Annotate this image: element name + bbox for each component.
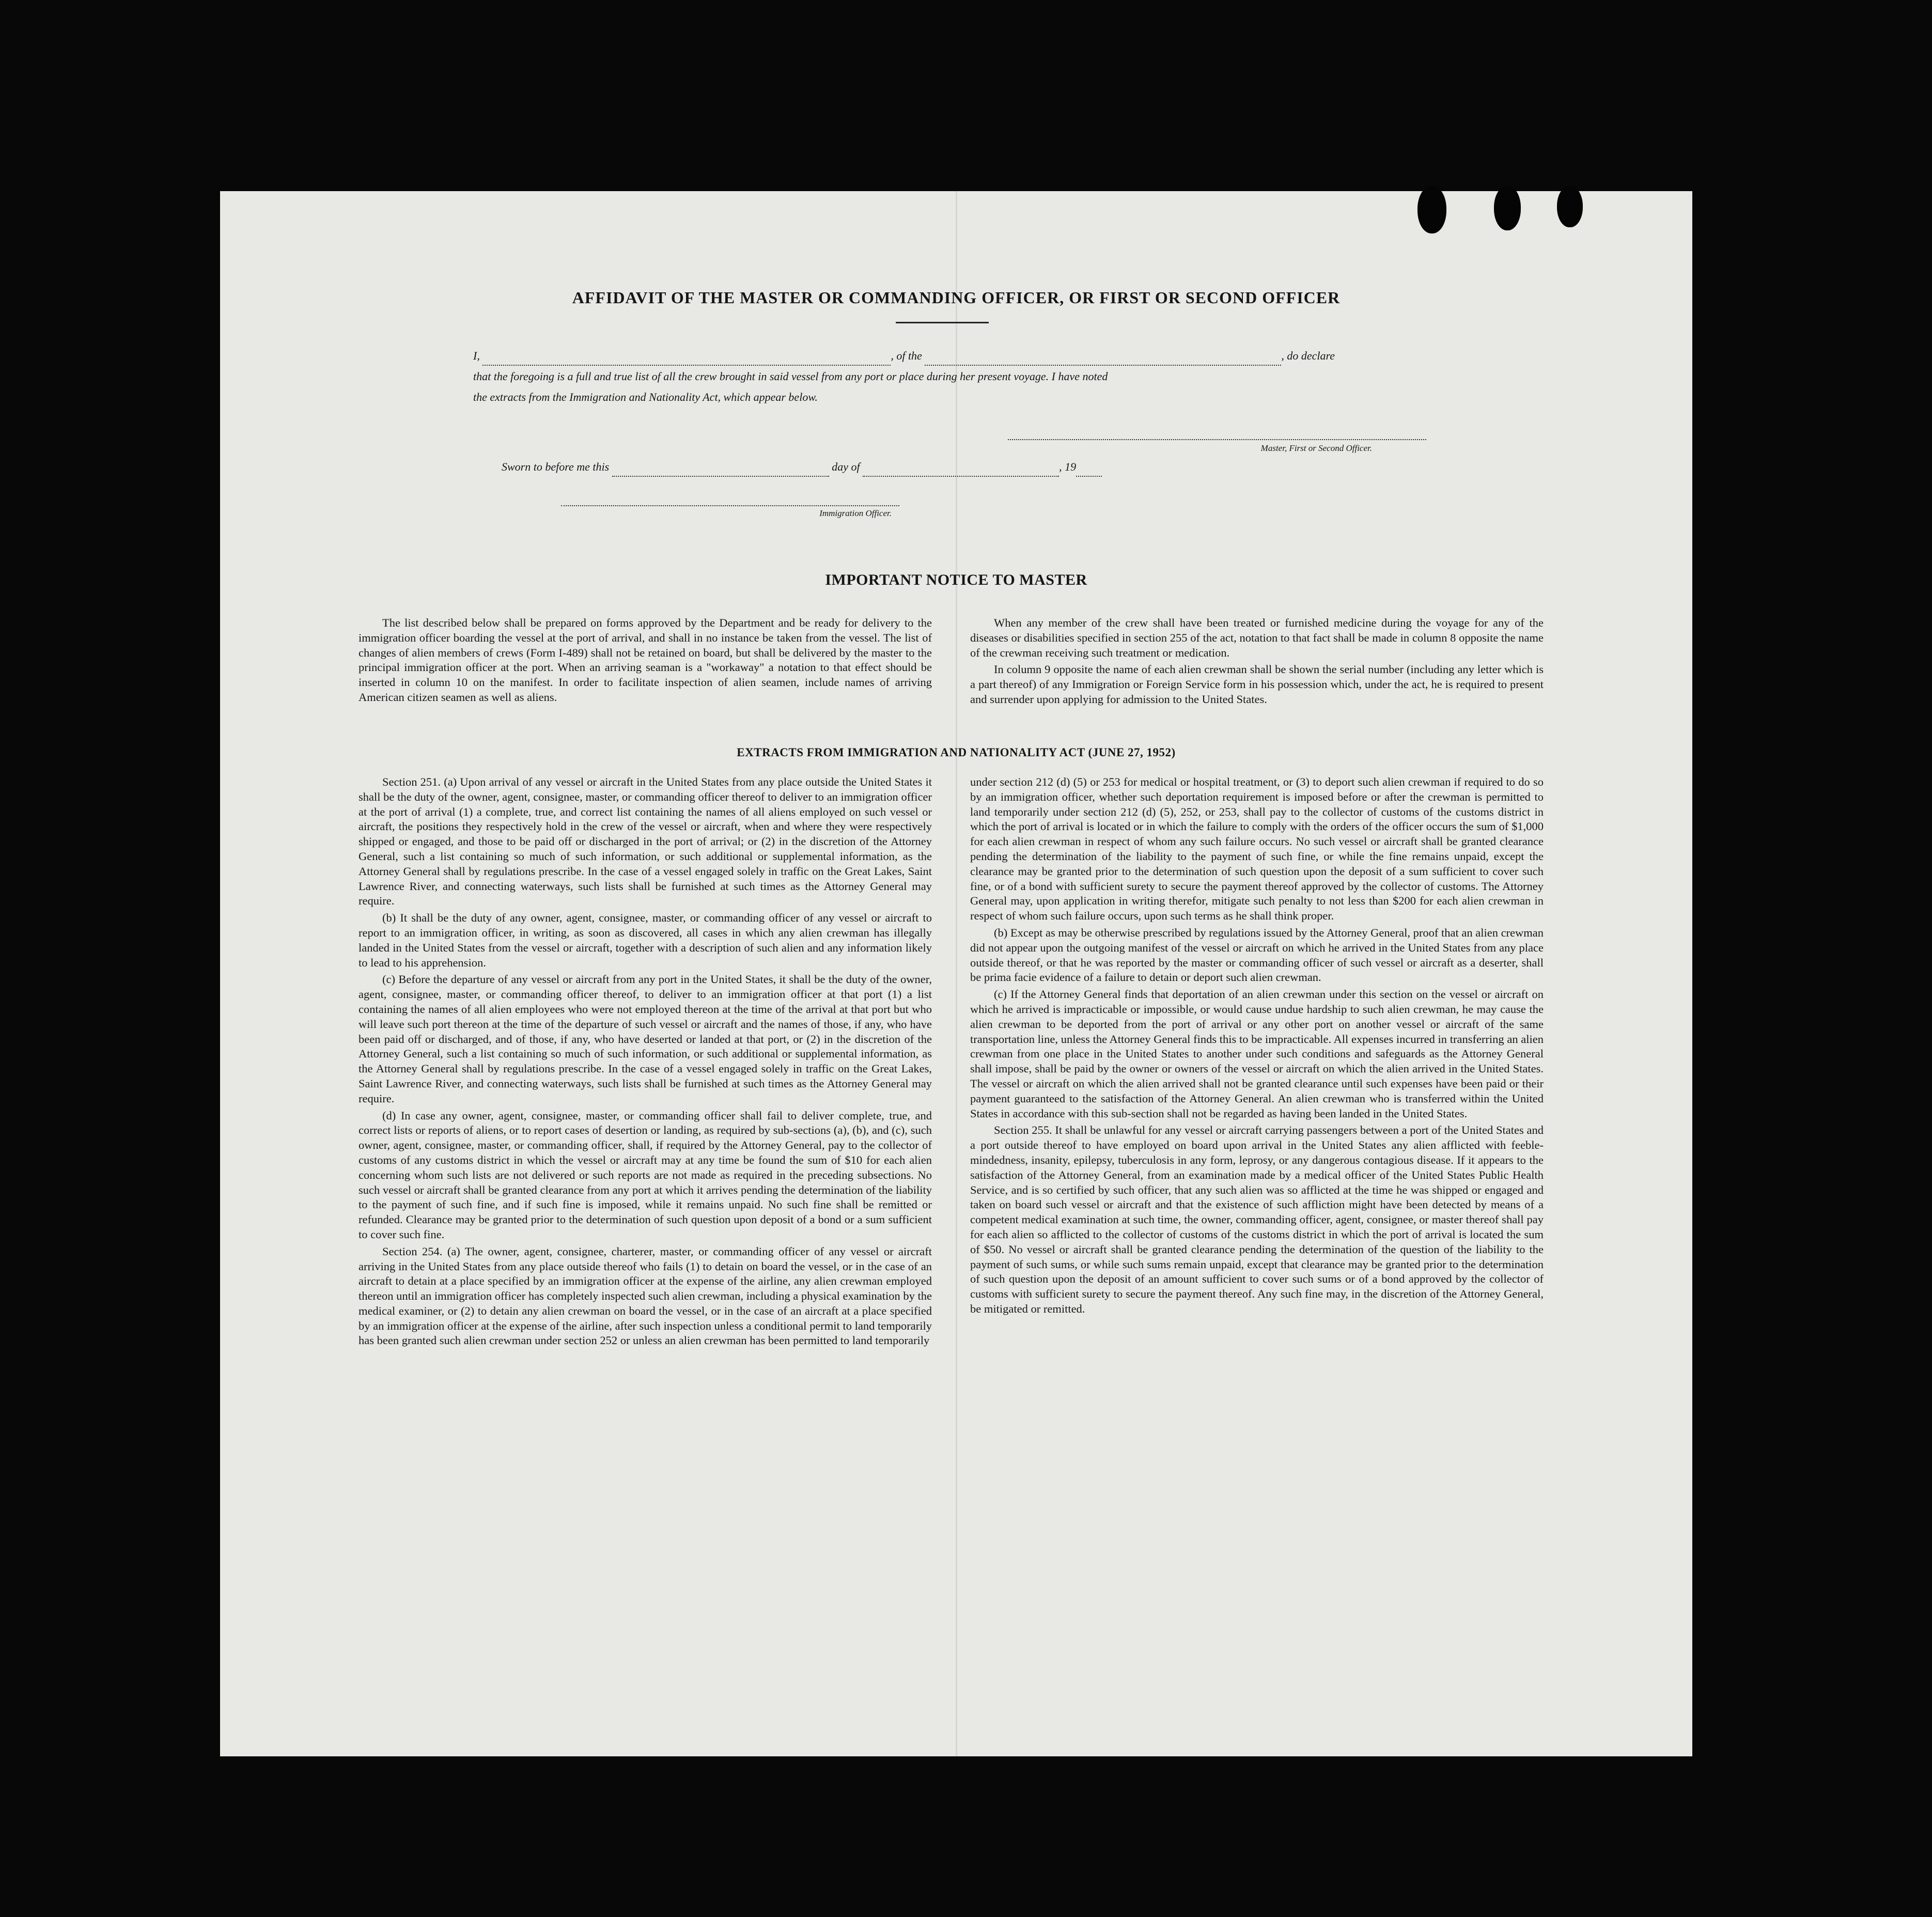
affidavit-line-1 xyxy=(473,346,1429,366)
year-blank[interactable] xyxy=(1076,465,1102,477)
affidavit-line-2: that the foregoing is a full and true list of all the crew brought in said vessel from any port or place during her present voyage. I have noted xyxy=(473,370,1108,383)
immigration-officer-caption: Immigration Officer. xyxy=(819,508,892,518)
affidavit-of-the: , of the xyxy=(891,349,922,362)
punch-hole xyxy=(1557,186,1583,227)
master-signature-line[interactable] xyxy=(1008,429,1426,440)
extract-paragraph: (c) Before the departure of any vessel or aircraft from any port in the United States, it shall be the duty of the owner, agent, consignee, master, or commanding officer thereof, to deliver to an immigration officer at that port (1) a list containing the names of all alien employees who were not employed thereon at the time of the arrival at that port but who will leave such port thereon at the time of the departure of such vessel or aircraft and the names of those, if any, who have been paid off or discharged, and of those, if any, who have deserted or landed at that port, or (2) in the discretion of the Attorney General, such a list containing so much of such information, or such additional or supplemental information, as the Attorney General shall by regulations prescribe. In the case of a vessel engaged solely in traffic on the Great Lakes, Saint Lawrence River, and connecting waterways, such lists shall be furnished at such times as the Attorney General may require. xyxy=(359,973,932,1105)
affidavit-line-3: the extracts from the Immigration and Nationality Act, which appear below. xyxy=(473,391,818,403)
punch-hole xyxy=(1494,186,1521,230)
notice-right-paragraph-2: In column 9 opposite the name of each alien crewman shall be shown the serial number (including any letter which is a part thereof) of any Immigration or Foreign Service form in his possession which, under the act, he is required to present and surrender upon applying for admission to the United States. xyxy=(970,663,1544,706)
extract-paragraph: (d) In case any owner, agent, consignee, master, or commanding officer shall fail to deliver complete, true, and correct lists or reports of aliens, or to report cases of desertion or landing, as required by sub-sections (a), (b), and (c), such owner, agent, consignee, master, or commanding officer, shall, if required by the Attorney General, pay to the collector of customs of any customs district in which the vessel or aircraft may at any time be found the sum of $10 for each alien concerning whom such lists are not delivered or such reports are not made as required in the preceding subsections. No such vessel or aircraft shall be granted clearance from any port at which it arrives pending the determination of the liability to the payment of such fine, and if such fine is imposed, while it remains unpaid. No such fine shall be remitted or refunded. Clearance may be granted prior to the determination of such question upon deposit of a bond or a sum sufficient to cover such fine. xyxy=(359,1109,932,1241)
extract-paragraph: under section 212 (d) (5) or 253 for medical or hospital treatment, or (3) to deport such alien crewman if required to do so by an immigration officer, whether such deportation requirement is imposed before or after the crewman is permitted to land temporarily under section 212 (d) (5), 252, or 253, shall pay to the collector of customs of the customs district in which the port of arrival is located or in which the failure to comply with the orders of the officer occurs the sum of $1,000 for each alien crewman in respect of whom any such failure occurs. No such vessel or aircraft shall be granted clearance pending the determination of the liability to the payment of such fine, or while the fine remains unpaid, except the clearance may be granted prior to the determination of such question upon the deposit of a sum sufficient to cover such fine, or of a bond with sufficient surety to secure the payment thereof approved by the collector of customs. The Attorney General may, upon application in writing therefor, mitigate such penalty to not less than $200 for each alien crewman in respect of whom such failure occurs, upon such terms as he shall think proper. xyxy=(970,775,1544,923)
punch-hole xyxy=(1417,186,1446,233)
extracts-right-column xyxy=(970,775,1544,1319)
extract-paragraph: (b) It shall be the duty of any owner, agent, consignee, master, or commanding officer of any vessel or aircraft to report to an immigration officer, in writing, as soon as discovered, all cases in which any alien crewman has illegally landed in the United States from the vessel or aircraft, together with a description of such alien and any information likely to lead to his apprehension. xyxy=(359,911,932,969)
notice-right-column xyxy=(970,616,1544,709)
immigration-officer-signature-line[interactable] xyxy=(561,495,899,506)
notice-left-paragraph: The list described below shall be prepared on forms approved by the Department and be ready for delivery to the immigration officer boarding the vessel at the port of arrival, and shall in no instance be taken from the vessel. The list of changes of alien members of crews (Form I-489) shall not be retained on board, but shall be delivered by the master to the principal immigration officer at the port. When an arriving seaman is a "workaway" a notation to that effect should be inserted in column 10 on the manifest. In order to facilitate inspection of alien seamen, include names of arriving American citizen seamen as well as aliens. xyxy=(359,616,932,704)
extracts-heading: EXTRACTS FROM IMMIGRATION AND NATIONALITY ACT (JUNE 27, 1952) xyxy=(737,746,1176,759)
extract-paragraph: Section 254. (a) The owner, agent, consignee, charterer, master, or commanding officer of any vessel or aircraft arriving in the United States from any place outside thereof who fails (1) to detain on board the vessel, or in the case of an aircraft to detain at a place specified by an immigration officer at the expense of the airline, any alien crewman employed thereon until an immigration officer has completely inspected such alien crewman, including a physical examination by the medical examiner, or (2) to detain any alien crewman on board the vessel, or in the case of an aircraft at a place specified by an immigration officer at the expense of the airline, after such inspection unless a conditional permit to land temporarily has been granted such alien crewman under section 252 or unless an alien crewman has been permitted to land temporarily xyxy=(359,1244,932,1347)
affidavit-declare: , do declare xyxy=(1281,349,1335,362)
extract-paragraph: Section 255. It shall be unlawful for any vessel or aircraft carrying passengers between a port of the United States and a port outside thereof to have employed on board upon arrival in the United States any alien afflicted with feeble-mindedness, insanity, epilepsy, tuberculosis in any form, leprosy, or any dangerous contagious disease. If it appears to the satisfaction of the Attorney General, from an examination made by a medical officer of the United States Public Health Service, and is so certified by such officer, that any such alien was so afflicted at the time he was shipped or engaged and taken on board such vessel or aircraft and that the existence of such affliction might have been detected by means of a competent medical examination at such time, the owner, commanding officer, agent, consignee, or master thereof shall pay for each alien so afflicted to the collector of customs of the customs district in which the port of arrival is located the sum of $50. No vessel or aircraft shall be granted clearance pending the determination of the question of the liability to the payment of such sums, or while such sums remain unpaid, except that clearance may be granted prior to the determination of such question upon the deposit of an amount sufficient to cover such sums or of a bond approved by the collector of customs with sufficient surety to secure the payment thereof. Any such fine may, in the discretion of the Attorney General, be mitigated or remitted. xyxy=(970,1124,1544,1315)
day-of-label: day of xyxy=(832,460,860,473)
fold-line xyxy=(956,191,957,1756)
month-blank[interactable] xyxy=(863,465,1059,477)
sworn-date-blank[interactable] xyxy=(612,465,829,477)
sworn-label: Sworn to before me this xyxy=(502,460,610,473)
notice-right-paragraph-1: When any member of the crew shall have been treated or furnished medicine during the voyage for any of the diseases or disabilities specified in section 255 of the act, notation to that fact shall be made in column 8 opposite the name of the crewman receiving such treatment or medication. xyxy=(970,616,1544,659)
extract-paragraph: (b) Except as may be otherwise prescribed by regulations issued by the Attorney General, proof that an alien crewman did not appear upon the outgoing manifest of the vessel or aircraft on which he arrived in the United States from any place outside thereof, or that he was reported by the master or commanding officer of such vessel or aircraft as a deserter, shall be prima facie evidence of a failure to detain or deport such alien crewman. xyxy=(970,926,1544,984)
year-prefix: , 19 xyxy=(1059,460,1077,473)
affidavit-title: AFFIDAVIT OF THE MASTER OR COMMANDING OFFICER, OR FIRST OR SECOND OFFICER xyxy=(572,288,1341,307)
title-underline xyxy=(896,322,989,323)
name-blank[interactable] xyxy=(482,354,891,366)
extracts-left-column xyxy=(359,775,932,1350)
affidavit-i: I, xyxy=(473,349,480,362)
master-caption: Master, First or Second Officer. xyxy=(1260,443,1372,453)
notice-heading: IMPORTANT NOTICE TO MASTER xyxy=(825,571,1087,588)
vessel-blank[interactable] xyxy=(925,354,1281,366)
extract-paragraph: Section 251. (a) Upon arrival of any vessel or aircraft in the United States from any place outside the United States it shall be the duty of the owner, agent, consignee, master, or commanding officer thereof to deliver to an immigration officer at the port of arrival (1) a complete, true, and correct list containing the names of all aliens employed on such vessel or aircraft, the positions they respectively hold in the crew of the vessel or aircraft, when and where they were respectively shipped or engaged, and those to be paid off or discharged in the port of arrival; or (2) in the discretion of the Attorney General, such a list containing so much of such information, or such additional or supplemental information, as the Attorney General shall by regulations prescribe. In the case of a vessel engaged solely in traffic on the Great Lakes, Saint Lawrence River, and connecting waterways, such lists shall be furnished at such times as the Attorney General may require. xyxy=(359,775,932,908)
extract-paragraph: (c) If the Attorney General finds that deportation of an alien crewman under this section on the vessel or aircraft on which he arrived is impracticable or impossible, or would cause undue hardship to such alien crewman, he may cause the alien crewman to be deported from the port of arrival or any other port on another vessel or aircraft of the same transportation line, unless the Attorney General finds this to be impracticable. All expenses incurred in transferring an alien crewman from one place in the United States to another under such conditions and safeguards as the Attorney General shall impose, shall be paid by the owner or owners of the vessel or aircraft on which the alien arrived in the United States. The vessel or aircraft on which the alien arrived shall not be granted clearance until such expenses have been paid or their payment guaranteed to the satisfaction of the Attorney General. An alien crewman who is transferred within the United States in accordance with this sub-section shall not be regarded as having been landed in the United States. xyxy=(970,988,1544,1120)
document-page xyxy=(220,191,1692,1756)
sworn-line xyxy=(502,457,1457,477)
notice-left-column xyxy=(359,616,932,707)
